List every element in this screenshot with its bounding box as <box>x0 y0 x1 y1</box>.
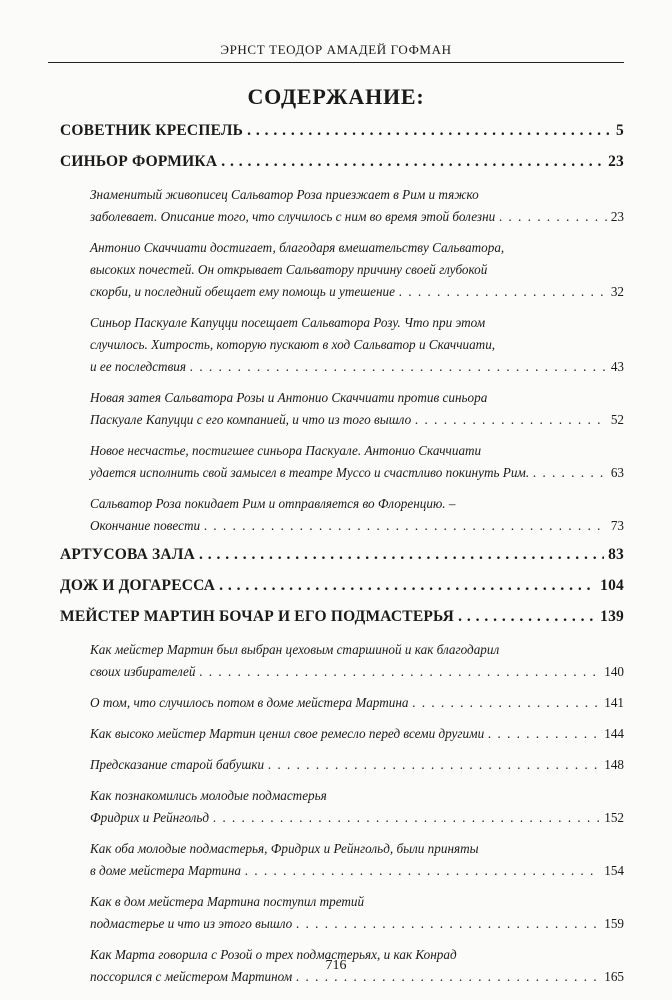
toc-sub-entry <box>60 312 624 378</box>
entry-last-line <box>90 807 624 829</box>
dot-leader <box>245 860 600 882</box>
entry-line: Окончание повести <box>90 518 201 533</box>
entry-page: 73 <box>610 518 624 533</box>
entry-page: 5 <box>616 122 624 139</box>
toc-sub-entry <box>60 838 624 882</box>
toc-sub-entry <box>60 493 624 537</box>
entry-page: 144 <box>604 726 624 741</box>
entry-page: 23 <box>610 209 624 224</box>
entry-last-line <box>90 281 624 303</box>
entry-page: 154 <box>604 863 624 878</box>
entry-title: СИНЬОР ФОРМИКА <box>60 153 218 170</box>
entry-title: АРТУСОВА ЗАЛА <box>60 546 195 563</box>
dot-leader <box>399 281 607 303</box>
entry-line: Предсказание старой бабушки <box>90 757 265 772</box>
toc-sub-entry <box>60 723 624 745</box>
entry-line: Как Марта говорила с Розой о трех подмастерьях, и как Конрад <box>90 947 457 962</box>
entry-line: О том, что случилось потом в доме мейстера Мартина <box>90 695 409 710</box>
dot-leader <box>219 577 596 595</box>
dot-leader <box>488 723 600 745</box>
dot-leader <box>458 608 596 626</box>
entry-page: 152 <box>604 810 624 825</box>
entry-page: 52 <box>610 412 624 427</box>
dot-leader <box>204 515 607 537</box>
entry-last-line <box>90 692 624 714</box>
entry-line: Новое несчастье, постигшее синьора Паскуале. Антонио Скаччиати <box>90 443 482 458</box>
entry-line: Фридрих и Рейнгольд <box>90 810 210 825</box>
entry-line: случилось. Хитрость, которую пускают в ход Сальватор и Скаччиати, <box>90 337 496 352</box>
entry-line: и ее последствия <box>90 359 187 374</box>
entry-line: Новая затея Сальватора Розы и Антонио Скаччиати против синьора <box>90 390 488 405</box>
entry-page: 140 <box>604 664 624 679</box>
entry-line: высоких почестей. Он открывает Сальватору причину своей глубокой <box>90 262 488 277</box>
entry-line: Как познакомились молодые подмастерья <box>90 788 327 803</box>
entry-page: 43 <box>610 359 624 374</box>
toc-sub-entry <box>60 639 624 683</box>
toc-sub-entry <box>60 692 624 714</box>
running-head: ЭРНСТ ТЕОДОР АМАДЕЙ ГОФМАН <box>220 42 452 57</box>
entry-line: в доме мейстера Мартина <box>90 863 241 878</box>
entry-line: заболевает. Описание того, что случилось с ним во время этой болезни <box>90 209 496 224</box>
entry-line: Паскуале Капуцци с его компанией, и что из того вышло <box>90 412 412 427</box>
dot-leader <box>221 153 604 171</box>
dot-leader <box>190 356 607 378</box>
entry-page: 23 <box>608 153 624 170</box>
toc-sub-entry <box>60 754 624 776</box>
entry-last-line <box>90 206 624 228</box>
entry-last-line <box>90 462 624 484</box>
table-of-contents <box>60 122 624 997</box>
entry-page: 139 <box>600 608 624 625</box>
toc-sub-entry <box>60 387 624 431</box>
entry-last-line <box>90 409 624 431</box>
entry-line: Знаменитый живописец Сальватор Роза приезжает в Рим и тяжко <box>90 187 479 202</box>
dot-leader <box>412 692 600 714</box>
toc-sub-entry <box>60 184 624 228</box>
entry-last-line <box>90 754 624 776</box>
entry-line: своих избирателей <box>90 664 196 679</box>
toc-sub-entry <box>60 440 624 484</box>
toc-main-entry <box>60 577 624 595</box>
dot-leader <box>499 206 607 228</box>
entry-last-line <box>90 860 624 882</box>
entry-page: 104 <box>600 577 624 594</box>
entry-line: Как оба молодые подмастерья, Фридрих и Рейнгольд, были приняты <box>90 841 479 856</box>
dot-leader <box>533 462 607 484</box>
dot-leader <box>296 913 600 935</box>
entry-line: поссорился с мейстером Мартином <box>90 969 293 984</box>
entry-line: Антонио Скаччиати достигает, благодаря вмешательству Сальватора, <box>90 240 505 255</box>
entry-page: 141 <box>604 695 624 710</box>
entry-page: 148 <box>604 757 624 772</box>
toc-sub-entry <box>60 891 624 935</box>
page-title: СОДЕРЖАНИЕ: <box>247 84 425 109</box>
entry-last-line <box>90 723 624 745</box>
toc-sub-entry <box>60 237 624 303</box>
dot-leader <box>199 661 600 683</box>
entry-page: 32 <box>610 284 624 299</box>
toc-main-entry <box>60 122 624 140</box>
entry-page: 83 <box>608 546 624 563</box>
entry-line: Синьор Паскуале Капуцци посещает Сальватора Розу. Что при этом <box>90 315 486 330</box>
entry-line: Как мейстер Мартин был выбран цеховым старшиной и как благодарил <box>90 642 500 657</box>
entry-title: МЕЙСТЕР МАРТИН БОЧАР И ЕГО ПОДМАСТЕРЬЯ <box>60 608 455 625</box>
entry-last-line <box>90 356 624 378</box>
dot-leader <box>213 807 600 829</box>
entry-title: СОВЕТНИК КРЕСПЕЛЬ <box>60 122 244 139</box>
toc-main-entry <box>60 153 624 171</box>
toc-main-entry <box>60 546 624 564</box>
toc-main-entry <box>60 608 624 626</box>
dot-leader <box>268 754 600 776</box>
entry-last-line <box>90 661 624 683</box>
dot-leader <box>199 546 604 564</box>
entry-page: 63 <box>610 465 624 480</box>
entry-title: ДОЖ И ДОГАРЕССА <box>60 577 216 594</box>
dot-leader <box>415 409 607 431</box>
entry-line: Сальватор Роза покидает Рим и отправляется во Флоренцию. – <box>90 496 456 511</box>
entry-line: Как высоко мейстер Мартин ценил свое ремесло перед всеми другими <box>90 726 485 741</box>
entry-line: подмастерье и что из этого вышло <box>90 916 293 931</box>
toc-sub-entry <box>60 785 624 829</box>
entry-last-line <box>90 913 624 935</box>
header-rule <box>48 62 624 63</box>
entry-line: скорби, и последний обещает ему помощь и утешение <box>90 284 395 299</box>
entry-line: Как в дом мейстера Мартина поступил третий <box>90 894 365 909</box>
page-number: 716 <box>325 958 347 973</box>
entry-last-line <box>90 515 624 537</box>
dot-leader <box>247 122 612 140</box>
entry-page: 165 <box>604 969 624 984</box>
entry-page: 159 <box>604 916 624 931</box>
entry-line: удается исполнить свой замысел в театре Муссо и счастливо покинуть Рим. <box>90 465 530 480</box>
